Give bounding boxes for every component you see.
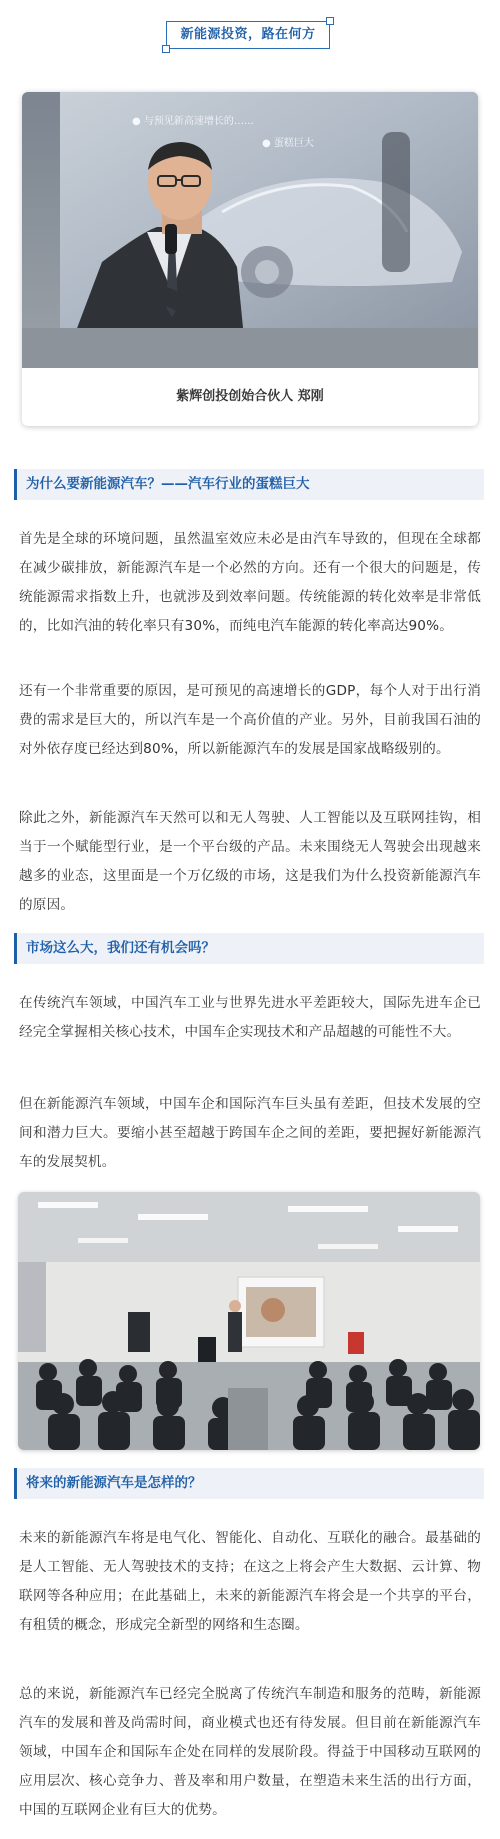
section-heading: 市场这么大，我们还有机会吗？ — [14, 933, 484, 964]
slide-text: ● 蛋糕巨大 — [262, 138, 314, 149]
article-title-box — [166, 21, 330, 49]
photo-caption: 紫辉创投创始合伙人 郑刚 — [176, 389, 324, 404]
title-corner-decoration — [326, 17, 334, 25]
paragraph: 但在新能源汽车领域，中国车企和国际汽车巨头虽有差距，但技术发展的空间和潜力巨大。要缩小甚至超越于跨国车企之间的差距，要把握好新能源汽车的发展契机。 — [19, 1096, 481, 1170]
paragraph: 除此之外，新能源汽车天然可以和无人驾驶、人工智能以及互联网挂钩，相当于一个赋能型行业，是一个平台级的产品。未来围绕无人驾驶会出现越来越多的业态，这里面是一个万亿级的市场，这是我们为什么投资新能源汽车的原因。 — [19, 810, 481, 913]
speaker-photo-card — [22, 92, 478, 426]
slide-text: ● 与预见新高速增长的…… — [132, 116, 254, 127]
paragraph: 未来的新能源汽车将是电气化、智能化、自动化、互联化的融合。最基础的是人工智能、无人驾驶技术的支持；在这之上将会产生大数据、云计算、物联网等各种应用；在此基础上，未来的新能源汽车将会是一个共享的平台，有租赁的概念，形成完全新型的网络和生态圈。 — [19, 1530, 481, 1633]
section-heading: 为什么要新能源汽车？——汽车行业的蛋糕巨大 — [14, 469, 484, 500]
seminar-photo-image — [18, 1192, 480, 1450]
paragraph: 首先是全球的环境问题，虽然温室效应未必是由汽车导致的，但现在全球都在减少碳排放，新能源汽车是一个必然的方向。还有一个很大的问题是，传统能源需求指数上升，也就涉及到效率问题。传统能源的转化效率是非常低的，比如汽油的转化率只有30%，而纯电汽车能源的转化率高达90%。 — [19, 531, 481, 634]
section-heading: 将来的新能源汽车是怎样的？ — [14, 1468, 484, 1499]
seminar-photo — [18, 1192, 480, 1450]
paragraph: 在传统汽车领域，中国汽车工业与世界先进水平差距较大，国际先进车企已经完全掌握相关核心技术，中国车企实现技术和产品超越的可能性不大。 — [19, 995, 481, 1040]
paragraph: 总的来说，新能源汽车已经完全脱离了传统汽车制造和服务的范畴，新能源汽车的发展和普及尚需时间，商业模式也还有待发展。但目前在新能源汽车领域，中国车企和国际车企处在同样的发展阶段。得益于中国移动互联网的应用层次、核心竞争力、普及率和用户数量，在塑造未来生活的出行方面，中国的互联网企业有巨大的优势。 — [19, 1686, 481, 1818]
article-title: 新能源投资，路在何方 — [180, 27, 316, 42]
speaker-photo — [22, 92, 478, 368]
paragraph: 还有一个非常重要的原因，是可预见的高速增长的GDP，每个人对于出行消费的需求是巨大的，所以汽车是一个高价值的产业。另外，目前我国石油的对外依存度已经达到80%，所以新能源汽车的发展是国家战略级别的。 — [19, 683, 481, 757]
title-corner-decoration — [162, 45, 170, 53]
